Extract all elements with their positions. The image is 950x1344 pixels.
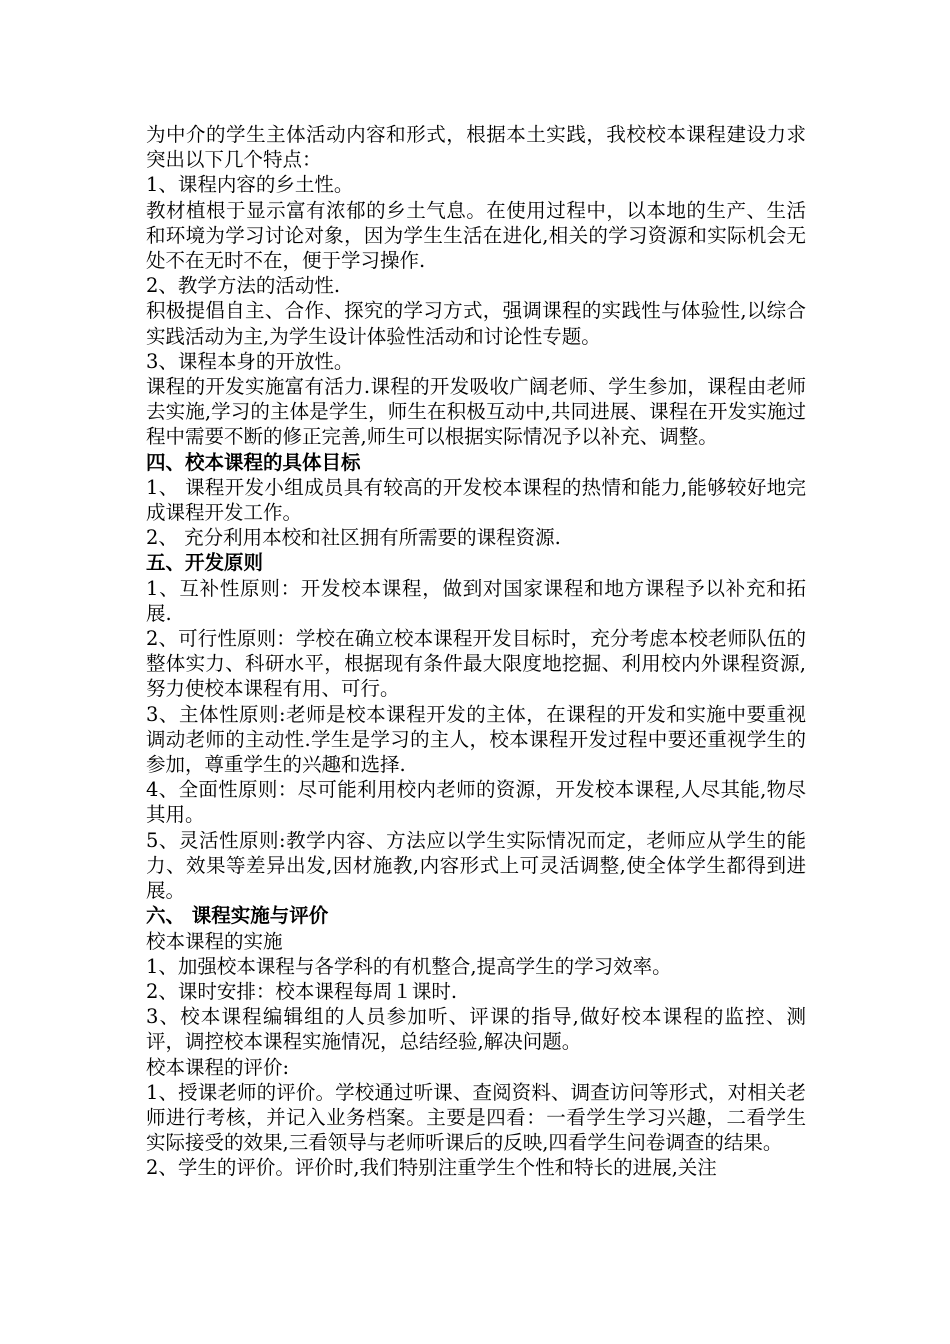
list-item: 2、可行性原则：学校在确立校本课程开发目标时，充分考虑本校老师队伍的整体实力、科研水平，根据现有条件最大限度地挖掘、利用校内外课程资源,努力使校本课程有用、可行。 xyxy=(146,627,806,701)
list-item: 1、 课程开发小组成员具有较高的开发校本课程的热情和能力,能够较好地完成课程开发工作。 xyxy=(146,475,806,525)
list-item: 2、 充分利用本校和社区拥有所需要的课程资源. xyxy=(146,526,561,550)
paragraph: 课程的开发实施富有活力.课程的开发吸收广阔老师、学生参加，课程由老师去实施,学习的主体是学生，师生在积极互动中,共同进展、课程在开发实施过程中需要不断的修正完善,师生可以根据实际情况予以补充、调整。 xyxy=(146,375,806,449)
paragraph: 积极提倡自主、合作、探究的学习方式，强调课程的实践性与体验性,以综合实践活动为主,为学生设计体验性活动和讨论性专题。 xyxy=(146,299,806,348)
paragraph: 教材植根于显示富有浓郁的乡土气息。在使用过程中，以本地的生产、生活和环境为学习讨论对象，因为学生生活在进化,相关的学习资源和实际机会无处不在无时不在，便于学习操作. xyxy=(146,198,806,273)
list-item: 4、全面性原则：尽可能利用校内老师的资源，开发校本课程,人尽其能,物尽其用。 xyxy=(146,778,806,827)
section-heading: 六、 课程实施与评价 xyxy=(146,904,329,928)
list-item: 1、加强校本课程与各学科的有机整合,提高学生的学习效率。 xyxy=(146,954,672,978)
section-heading: 四、校本课程的具体目标 xyxy=(146,450,361,474)
section-heading: 五、开发原则 xyxy=(146,551,264,575)
list-item: 1、授课老师的评价。学校通过听课、查阅资料、调查访问等形式，对相关老师进行考核，并记入业务档案。主要是四看：一看学生学习兴趣，二看学生实际接受的效果,三看领导与老师听课后的反映,四看学生问卷调查的结果。 xyxy=(146,1080,806,1155)
list-item: 2、教学方法的活动性. xyxy=(146,274,341,298)
list-item: 3、主体性原则:老师是校本课程开发的主体，在课程的开发和实施中要重视调动老师的主动性.学生是学习的主人，校本课程开发过程中要还重视学生的参加，尊重学生的兴趣和选择. xyxy=(146,702,806,777)
list-item: 3、校本课程编辑组的人员参加听、评课的指导,做好校本课程的监控、测评，调控校本课程实施情况，总结经验,解决问题。 xyxy=(146,1005,806,1054)
list-item: 3、课程本身的开放性。 xyxy=(146,349,354,373)
document-page xyxy=(146,122,806,1181)
list-item: 1、互补性原则：开发校本课程，做到对国家课程和地方课程予以补充和拓展. xyxy=(146,576,806,625)
list-item: 2、学生的评价。评价时,我们特别注重学生个性和特长的进展,关注 xyxy=(146,1156,717,1180)
subheading: 校本课程的评价: xyxy=(146,1055,290,1079)
list-item: 2、课时安排：校本课程每周１课时. xyxy=(146,979,458,1003)
subheading: 校本课程的实施 xyxy=(146,929,283,953)
list-item: 5、灵活性原则:教学内容、方法应以学生实际情况而定，老师应从学生的能力、效果等差异出发,因材施教,内容形式上可灵活调整,使全体学生都得到进展。 xyxy=(146,828,806,903)
list-item: 1、课程内容的乡土性。 xyxy=(146,173,354,197)
paragraph: 为中介的学生主体活动内容和形式，根据本土实践，我校校本课程建设力求突出以下几个特点： xyxy=(146,123,806,172)
